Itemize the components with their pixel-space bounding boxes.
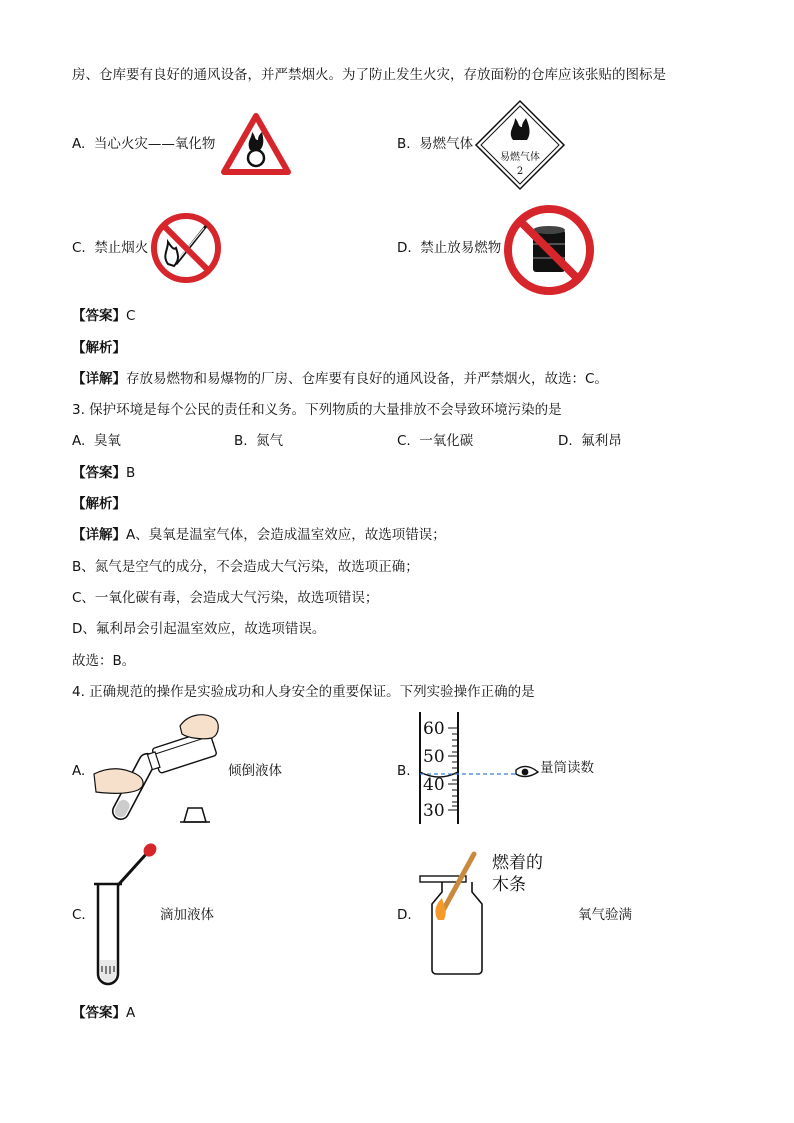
tick-label: 60 <box>423 719 445 739</box>
option-letter: A. <box>72 136 86 152</box>
q2-stem: 房、仓库要有良好的通风设备，并严禁烟火。为了防止发生火灾，存放面粉的仓库应该张贴的图标是 <box>72 67 666 83</box>
option-text: 易燃气体 <box>419 136 474 152</box>
q3-answer <box>72 464 135 482</box>
option-letter: A. <box>72 433 86 449</box>
answer-value: C <box>126 308 136 324</box>
option-letter: B. <box>397 136 411 152</box>
stick-label-1: 燃着的 <box>492 853 543 873</box>
sign-b-number: 2 <box>516 166 524 177</box>
oxygen-bottle-illustration <box>418 848 558 978</box>
q3-conclusion: 故选：B。 <box>72 653 136 669</box>
q4-option-a-letter[interactable]: A. <box>72 763 86 779</box>
tick-label: 30 <box>423 801 445 821</box>
flammable-gas-diamond-icon <box>475 100 565 190</box>
q4-option-a-text: 倾倒液体 <box>228 763 282 779</box>
option-text: 一氧化碳 <box>419 433 474 449</box>
option-letter: D. <box>397 240 412 256</box>
q2-answer <box>72 307 135 325</box>
detail-text: 存放易燃物和易爆物的厂房、仓库要有良好的通风设备，并严禁烟火，故选：C。 <box>126 371 608 387</box>
q4-option-b-letter[interactable]: B. <box>397 763 411 779</box>
option-text: 氟利昂 <box>581 433 622 449</box>
q2-analysis-label: 【解析】 <box>72 340 126 356</box>
q3-option-d[interactable] <box>558 432 622 450</box>
option-letter: C. <box>72 240 86 256</box>
q3-option-a[interactable] <box>72 432 121 450</box>
q3-analysis-label: 【解析】 <box>72 496 126 512</box>
q2-detail <box>72 370 608 388</box>
option-letter: B. <box>234 433 248 449</box>
no-flammables-sign-icon <box>503 204 595 296</box>
q4-option-b-text: 量筒读数 <box>540 760 594 776</box>
q2-option-c[interactable] <box>72 239 148 257</box>
graduated-cylinder-illustration <box>418 710 548 828</box>
answer-label: 【答案】 <box>72 465 126 481</box>
detail-label: 【详解】 <box>72 371 126 387</box>
q4-option-d-letter[interactable]: D. <box>397 907 412 923</box>
option-letter: C. <box>397 433 411 449</box>
answer-value: B <box>126 465 136 481</box>
no-fire-sign-icon <box>150 212 222 284</box>
answer-label: 【答案】 <box>72 1005 126 1021</box>
q3-option-c[interactable] <box>397 432 473 450</box>
q2-option-d[interactable] <box>397 239 501 257</box>
q3-detail-line: B、氮气是空气的成分，不会造成大气污染，故选项正确； <box>72 559 419 575</box>
answer-value: A <box>126 1005 136 1021</box>
q3-detail-line: D、氟利昂会引起温室效应，故选项错误。 <box>72 621 326 637</box>
q3-detail-line <box>72 526 446 544</box>
q4-option-d-text: 氧气验满 <box>578 907 632 923</box>
sign-b-label: 易燃气体 <box>500 152 540 163</box>
detail-text: A、臭氧是温室气体，会造成温室效应，故选项错误； <box>126 527 446 543</box>
q2-option-a[interactable] <box>72 135 215 153</box>
detail-label: 【详解】 <box>72 527 126 543</box>
q4-stem: 4. 正确规范的操作是实验成功和人身安全的重要保证。下列实验操作正确的是 <box>72 684 535 700</box>
dropper-test-tube-illustration <box>90 842 160 990</box>
option-text: 氮气 <box>256 433 284 449</box>
q2-option-b[interactable] <box>397 135 473 153</box>
q3-stem: 3. 保护环境是每个公民的责任和义务。下列物质的大量排放不会导致环境污染的是 <box>72 402 562 418</box>
option-text: 臭氧 <box>93 433 121 449</box>
tick-label: 50 <box>423 747 445 767</box>
answer-label: 【答案】 <box>72 308 126 324</box>
option-letter: D. <box>558 433 573 449</box>
pouring-liquid-illustration <box>92 710 232 835</box>
fire-oxidizer-warning-icon <box>220 112 292 176</box>
stick-label-2: 木条 <box>492 875 526 895</box>
q4-answer <box>72 1004 135 1022</box>
option-text: 当心火灾——氧化物 <box>93 136 216 152</box>
tick-label: 40 <box>423 775 445 795</box>
option-text: 禁止放易燃物 <box>420 240 502 256</box>
q4-option-c-letter[interactable]: C. <box>72 907 86 923</box>
option-text: 禁止烟火 <box>94 240 149 256</box>
q4-option-c-text: 滴加液体 <box>160 907 214 923</box>
q3-detail-line: C、一氧化碳有毒，会造成大气污染，故选项错误； <box>72 590 379 606</box>
q3-option-b[interactable] <box>234 432 283 450</box>
